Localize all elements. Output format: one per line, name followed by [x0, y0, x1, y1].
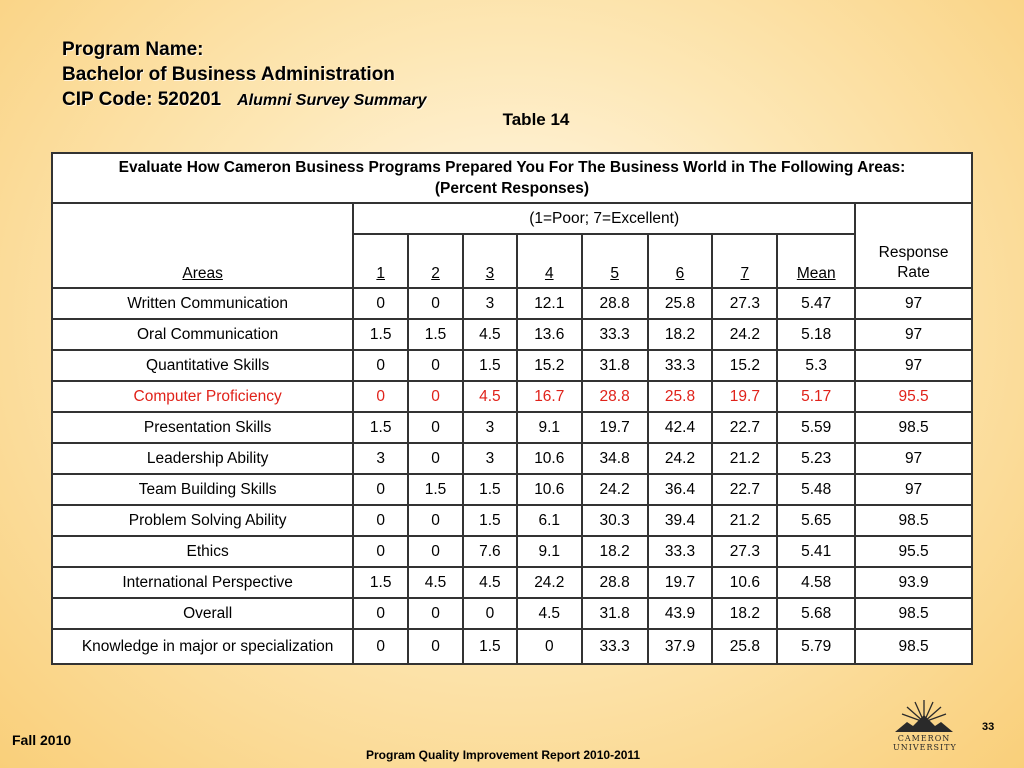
row-score-7: 27.3 — [712, 288, 777, 319]
row-area-label: International Perspective — [52, 567, 353, 598]
row-mean-value: 5.59 — [777, 412, 855, 443]
row-score-1: 0 — [353, 381, 408, 412]
row-score-4: 10.6 — [517, 474, 582, 505]
table-heading-line1: Evaluate How Cameron Business Programs Prepared You For The Business World in The Following Areas: — [118, 159, 906, 176]
row-score-7: 27.3 — [712, 536, 777, 567]
page-number: 33 — [982, 721, 995, 733]
row-score-5: 34.8 — [582, 443, 648, 474]
program-header — [62, 37, 427, 113]
row-area-label: Written Communication — [52, 288, 353, 319]
row-area-label: Leadership Ability — [52, 443, 353, 474]
row-response-rate: 97 — [855, 443, 972, 474]
table-row — [52, 288, 972, 319]
row-score-3: 4.5 — [463, 319, 517, 350]
table-row — [52, 567, 972, 598]
row-score-4: 0 — [517, 629, 582, 664]
row-score-7: 24.2 — [712, 319, 777, 350]
row-score-5: 28.8 — [582, 288, 648, 319]
row-score-3: 1.5 — [463, 474, 517, 505]
column-header-4: 4 — [517, 234, 582, 288]
row-score-2: 0 — [408, 505, 463, 536]
row-score-4: 10.6 — [517, 443, 582, 474]
row-score-6: 25.8 — [648, 288, 713, 319]
column-header-7: 7 — [712, 234, 777, 288]
row-area-label: Presentation Skills — [52, 412, 353, 443]
row-score-4: 15.2 — [517, 350, 582, 381]
table-row — [52, 381, 972, 412]
survey-subtitle: Alumni Survey Summary — [237, 92, 427, 109]
row-score-6: 42.4 — [648, 412, 713, 443]
row-score-3: 3 — [463, 288, 517, 319]
row-mean-value: 5.68 — [777, 598, 855, 629]
row-score-2: 0 — [408, 288, 463, 319]
row-score-3: 3 — [463, 412, 517, 443]
row-area-label: Overall — [52, 598, 353, 629]
row-response-rate: 95.5 — [855, 381, 972, 412]
row-score-2: 0 — [408, 536, 463, 567]
footer-report-title: Program Quality Improvement Report 2010-2011 — [366, 748, 641, 762]
row-score-4: 24.2 — [517, 567, 582, 598]
row-area-label: Problem Solving Ability — [52, 505, 353, 536]
table-row — [52, 350, 972, 381]
table-row — [52, 536, 972, 567]
row-score-4: 16.7 — [517, 381, 582, 412]
row-mean-value: 5.23 — [777, 443, 855, 474]
row-response-rate: 98.5 — [855, 505, 972, 536]
row-score-6: 33.3 — [648, 350, 713, 381]
column-header-mean: Mean — [777, 234, 855, 288]
row-area-label: Oral Communication — [52, 319, 353, 350]
row-score-7: 10.6 — [712, 567, 777, 598]
row-score-1: 0 — [353, 505, 408, 536]
row-score-5: 31.8 — [582, 598, 648, 629]
row-score-2: 4.5 — [408, 567, 463, 598]
row-score-7: 22.7 — [712, 474, 777, 505]
row-score-4: 9.1 — [517, 412, 582, 443]
row-score-1: 1.5 — [353, 319, 408, 350]
table-row — [52, 474, 972, 505]
program-name-label: Program Name: — [62, 39, 204, 60]
row-score-3: 4.5 — [463, 567, 517, 598]
row-score-7: 21.2 — [712, 505, 777, 536]
sunburst-icon — [893, 698, 955, 734]
row-score-6: 33.3 — [648, 536, 713, 567]
row-area-label: Team Building Skills — [52, 474, 353, 505]
row-score-6: 18.2 — [648, 319, 713, 350]
row-score-3: 3 — [463, 443, 517, 474]
row-mean-value: 5.65 — [777, 505, 855, 536]
row-score-7: 25.8 — [712, 629, 777, 664]
column-header-3: 3 — [463, 234, 517, 288]
row-score-3: 1.5 — [463, 350, 517, 381]
row-score-5: 31.8 — [582, 350, 648, 381]
cameron-university-logo — [893, 698, 955, 752]
row-score-7: 15.2 — [712, 350, 777, 381]
row-score-1: 0 — [353, 536, 408, 567]
row-score-2: 0 — [408, 350, 463, 381]
program-name-value: Bachelor of Business Administration — [62, 64, 395, 85]
row-score-2: 1.5 — [408, 474, 463, 505]
row-score-2: 0 — [408, 443, 463, 474]
row-area-label: Computer Proficiency — [52, 381, 353, 412]
column-header-6: 6 — [648, 234, 713, 288]
row-area-label: Knowledge in major or specialization — [52, 629, 353, 664]
row-score-1: 1.5 — [353, 412, 408, 443]
cip-code: CIP Code: 520201 — [62, 89, 222, 110]
column-header-5: 5 — [582, 234, 648, 288]
table-heading-line2: (Percent Responses) — [434, 180, 590, 197]
row-response-rate: 97 — [855, 319, 972, 350]
row-response-rate: 93.9 — [855, 567, 972, 598]
row-score-5: 19.7 — [582, 412, 648, 443]
row-score-4: 6.1 — [517, 505, 582, 536]
table-title: Table 14 — [502, 110, 570, 129]
row-score-2: 0 — [408, 629, 463, 664]
table-row — [52, 505, 972, 536]
row-score-6: 36.4 — [648, 474, 713, 505]
logo-wordmark: CAMERON UNIVERSITY — [893, 734, 957, 752]
row-mean-value: 5.48 — [777, 474, 855, 505]
row-score-3: 1.5 — [463, 629, 517, 664]
row-response-rate: 97 — [855, 350, 972, 381]
row-score-5: 28.8 — [582, 567, 648, 598]
row-score-1: 0 — [353, 598, 408, 629]
row-score-7: 19.7 — [712, 381, 777, 412]
row-score-3: 1.5 — [463, 505, 517, 536]
row-score-5: 24.2 — [582, 474, 648, 505]
row-response-rate: 98.5 — [855, 629, 972, 664]
scale-label: (1=Poor; 7=Excellent) — [353, 203, 855, 234]
row-score-4: 12.1 — [517, 288, 582, 319]
table-row — [52, 412, 972, 443]
row-score-6: 19.7 — [648, 567, 713, 598]
row-mean-value: 5.17 — [777, 381, 855, 412]
row-score-5: 28.8 — [582, 381, 648, 412]
row-score-6: 25.8 — [648, 381, 713, 412]
row-score-1: 0 — [353, 350, 408, 381]
row-score-6: 39.4 — [648, 505, 713, 536]
footer-semester: Fall 2010 — [12, 732, 72, 748]
table-row — [52, 319, 972, 350]
row-score-2: 0 — [408, 381, 463, 412]
row-mean-value: 5.18 — [777, 319, 855, 350]
row-score-5: 33.3 — [582, 629, 648, 664]
row-score-7: 22.7 — [712, 412, 777, 443]
row-score-3: 7.6 — [463, 536, 517, 567]
column-header-2: 2 — [408, 234, 463, 288]
row-score-1: 3 — [353, 443, 408, 474]
table-row — [52, 629, 972, 664]
row-score-1: 1.5 — [353, 567, 408, 598]
column-header-1: 1 — [353, 234, 408, 288]
row-response-rate: 98.5 — [855, 598, 972, 629]
row-score-3: 0 — [463, 598, 517, 629]
table-row — [52, 443, 972, 474]
row-mean-value: 5.3 — [777, 350, 855, 381]
row-score-1: 0 — [353, 288, 408, 319]
row-score-1: 0 — [353, 629, 408, 664]
row-score-3: 4.5 — [463, 381, 517, 412]
row-response-rate: 95.5 — [855, 536, 972, 567]
row-mean-value: 5.47 — [777, 288, 855, 319]
row-response-rate: 97 — [855, 288, 972, 319]
row-response-rate: 97 — [855, 474, 972, 505]
row-score-2: 0 — [408, 598, 463, 629]
row-mean-value: 5.41 — [777, 536, 855, 567]
row-score-6: 43.9 — [648, 598, 713, 629]
row-mean-value: 4.58 — [777, 567, 855, 598]
row-area-label: Quantitative Skills — [52, 350, 353, 381]
row-score-4: 4.5 — [517, 598, 582, 629]
row-score-1: 0 — [353, 474, 408, 505]
row-score-2: 0 — [408, 412, 463, 443]
row-score-5: 18.2 — [582, 536, 648, 567]
row-mean-value: 5.79 — [777, 629, 855, 664]
alumni-survey-table — [51, 152, 973, 665]
row-score-5: 33.3 — [582, 319, 648, 350]
row-score-7: 21.2 — [712, 443, 777, 474]
row-score-6: 24.2 — [648, 443, 713, 474]
table-row — [52, 598, 972, 629]
row-score-4: 9.1 — [517, 536, 582, 567]
table-heading — [52, 153, 972, 203]
row-response-rate: 98.5 — [855, 412, 972, 443]
row-area-label: Ethics — [52, 536, 353, 567]
row-score-5: 30.3 — [582, 505, 648, 536]
row-score-7: 18.2 — [712, 598, 777, 629]
row-score-4: 13.6 — [517, 319, 582, 350]
column-header-response-rate: Response Rate — [855, 203, 972, 288]
row-score-2: 1.5 — [408, 319, 463, 350]
row-score-6: 37.9 — [648, 629, 713, 664]
column-header-areas: Areas — [52, 203, 353, 288]
